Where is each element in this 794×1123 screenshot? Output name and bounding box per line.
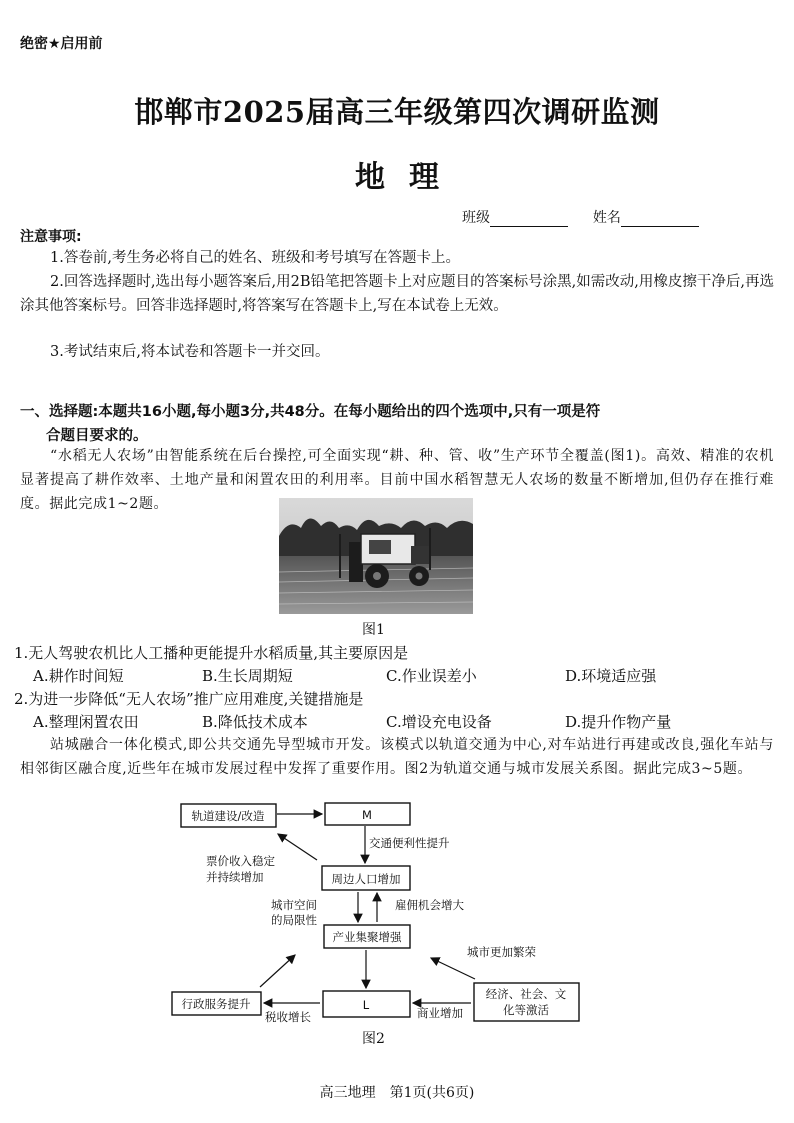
label-prosperity: 城市更加繁荣 — [467, 945, 536, 959]
question-1-stem: 1.无人驾驶农机比人工播种更能提升水稻质量,其主要原因是 — [14, 644, 409, 662]
question-1-option-c: C.作业误差小 — [386, 667, 477, 685]
label-convenience: 交通便利性提升 — [369, 836, 450, 850]
figure-1-photo — [279, 498, 473, 614]
note-item-1: 1.答卷前,考生务必将自己的姓名、班级和考号填写在答题卡上。 — [50, 250, 460, 266]
figure-2-caption: 图2 — [362, 1031, 385, 1047]
question-2-option-a: A.整理闲置农田 — [33, 713, 139, 731]
passage-2: 站城融合一体化模式,即公共交通先导型城市开发。该模式以轨道交通为中心,对车站进行再建或改良,强化车站与相邻街区融合度,近些年在城市发展过程中发挥了重要作用。图2为轨道交通与城市发展关系图。据此完成3~5题。 — [20, 737, 774, 777]
figure-1-caption: 图1 — [362, 622, 385, 638]
question-1-option-b: B.生长周期短 — [202, 667, 293, 685]
figure-2-diagram — [165, 797, 590, 1029]
note-item-3: 3.考试结束后,将本试卷和答题卡一并交回。 — [50, 344, 330, 360]
label-ticket-1: 票价收入稳定 — [206, 854, 275, 868]
question-2-option-c: C.增设充电设备 — [386, 713, 492, 731]
box-admin-text: 行政服务提升 — [181, 997, 251, 1011]
question-2-option-b: B.降低技术成本 — [202, 713, 308, 731]
class-name-fields — [462, 207, 699, 227]
question-2-stem: 2.为进一步降低“无人农场”推广应用难度,关键措施是 — [14, 690, 364, 708]
section-heading: 一、选择题:本题共16小题,每小题3分,共48分。在每小题给出的四个选项中,只有一项是符 合题目要求的。 — [20, 404, 601, 444]
notes-heading: 注意事项: — [20, 229, 82, 245]
box-l-text: L — [362, 998, 370, 1012]
passage-1: “水稻无人农场”由智能系统在后台操控,可全面实现“耕、种、管、收”生产环节全覆盖(图1)。高效、精准的农机显著提高了耕作效率、土地产量和闲置农田的利用率。目前中国水稻智慧无人农场的数量不断增加,但仍存在推行难度。据此完成1~2题。 — [20, 448, 774, 512]
class-label: 班级 — [462, 210, 490, 226]
box-population-text: 周边人口增加 — [331, 872, 401, 886]
label-employment: 雇佣机会增大 — [395, 898, 464, 912]
label-tax: 税收增长 — [265, 1010, 311, 1024]
arrow-activation-to-industry — [431, 958, 475, 979]
name-blank — [621, 210, 699, 227]
box-activation-text-1: 经济、社会、文 — [485, 987, 567, 1001]
class-blank — [490, 210, 568, 227]
name-label: 姓名 — [592, 210, 621, 226]
question-1-option-d: D.环境适应强 — [565, 667, 657, 685]
page-footer: 高三地理 第1页(共6页) — [319, 1085, 475, 1101]
label-space-2: 的局限性 — [271, 913, 317, 927]
box-industry-text: 产业集聚增强 — [332, 930, 402, 944]
question-1-option-a: A.耕作时间短 — [33, 667, 124, 685]
box-rail-construction-text: 轨道建设/改造 — [191, 809, 265, 823]
label-commerce: 商业增加 — [417, 1006, 463, 1020]
note-item-2: 2.回答选择题时,选出每小题答案后,用2B铅笔把答题卡上对应题目的答案标号涂黑,如需改动,用橡皮擦干净后,再选涂其他答案标号。回答非选择题时,将答案写在答题卡上,写在本试卷上无效。 — [20, 274, 774, 314]
box-activation-text-2: 化等激活 — [503, 1003, 549, 1017]
classification-label: 绝密★启用前 — [20, 36, 103, 52]
arrow-admin-to-industry — [260, 955, 295, 987]
question-2-option-d: D.提升作物产量 — [565, 713, 672, 731]
label-ticket-2: 并持续增加 — [206, 870, 264, 884]
exam-title: 邯郸市2025届高三年级第四次调研监测 — [134, 95, 660, 129]
subject-title: 地理 — [355, 160, 463, 195]
label-space-1: 城市空间 — [271, 898, 317, 912]
arrow-population-to-rail — [278, 834, 317, 860]
box-m-text: M — [362, 808, 372, 822]
